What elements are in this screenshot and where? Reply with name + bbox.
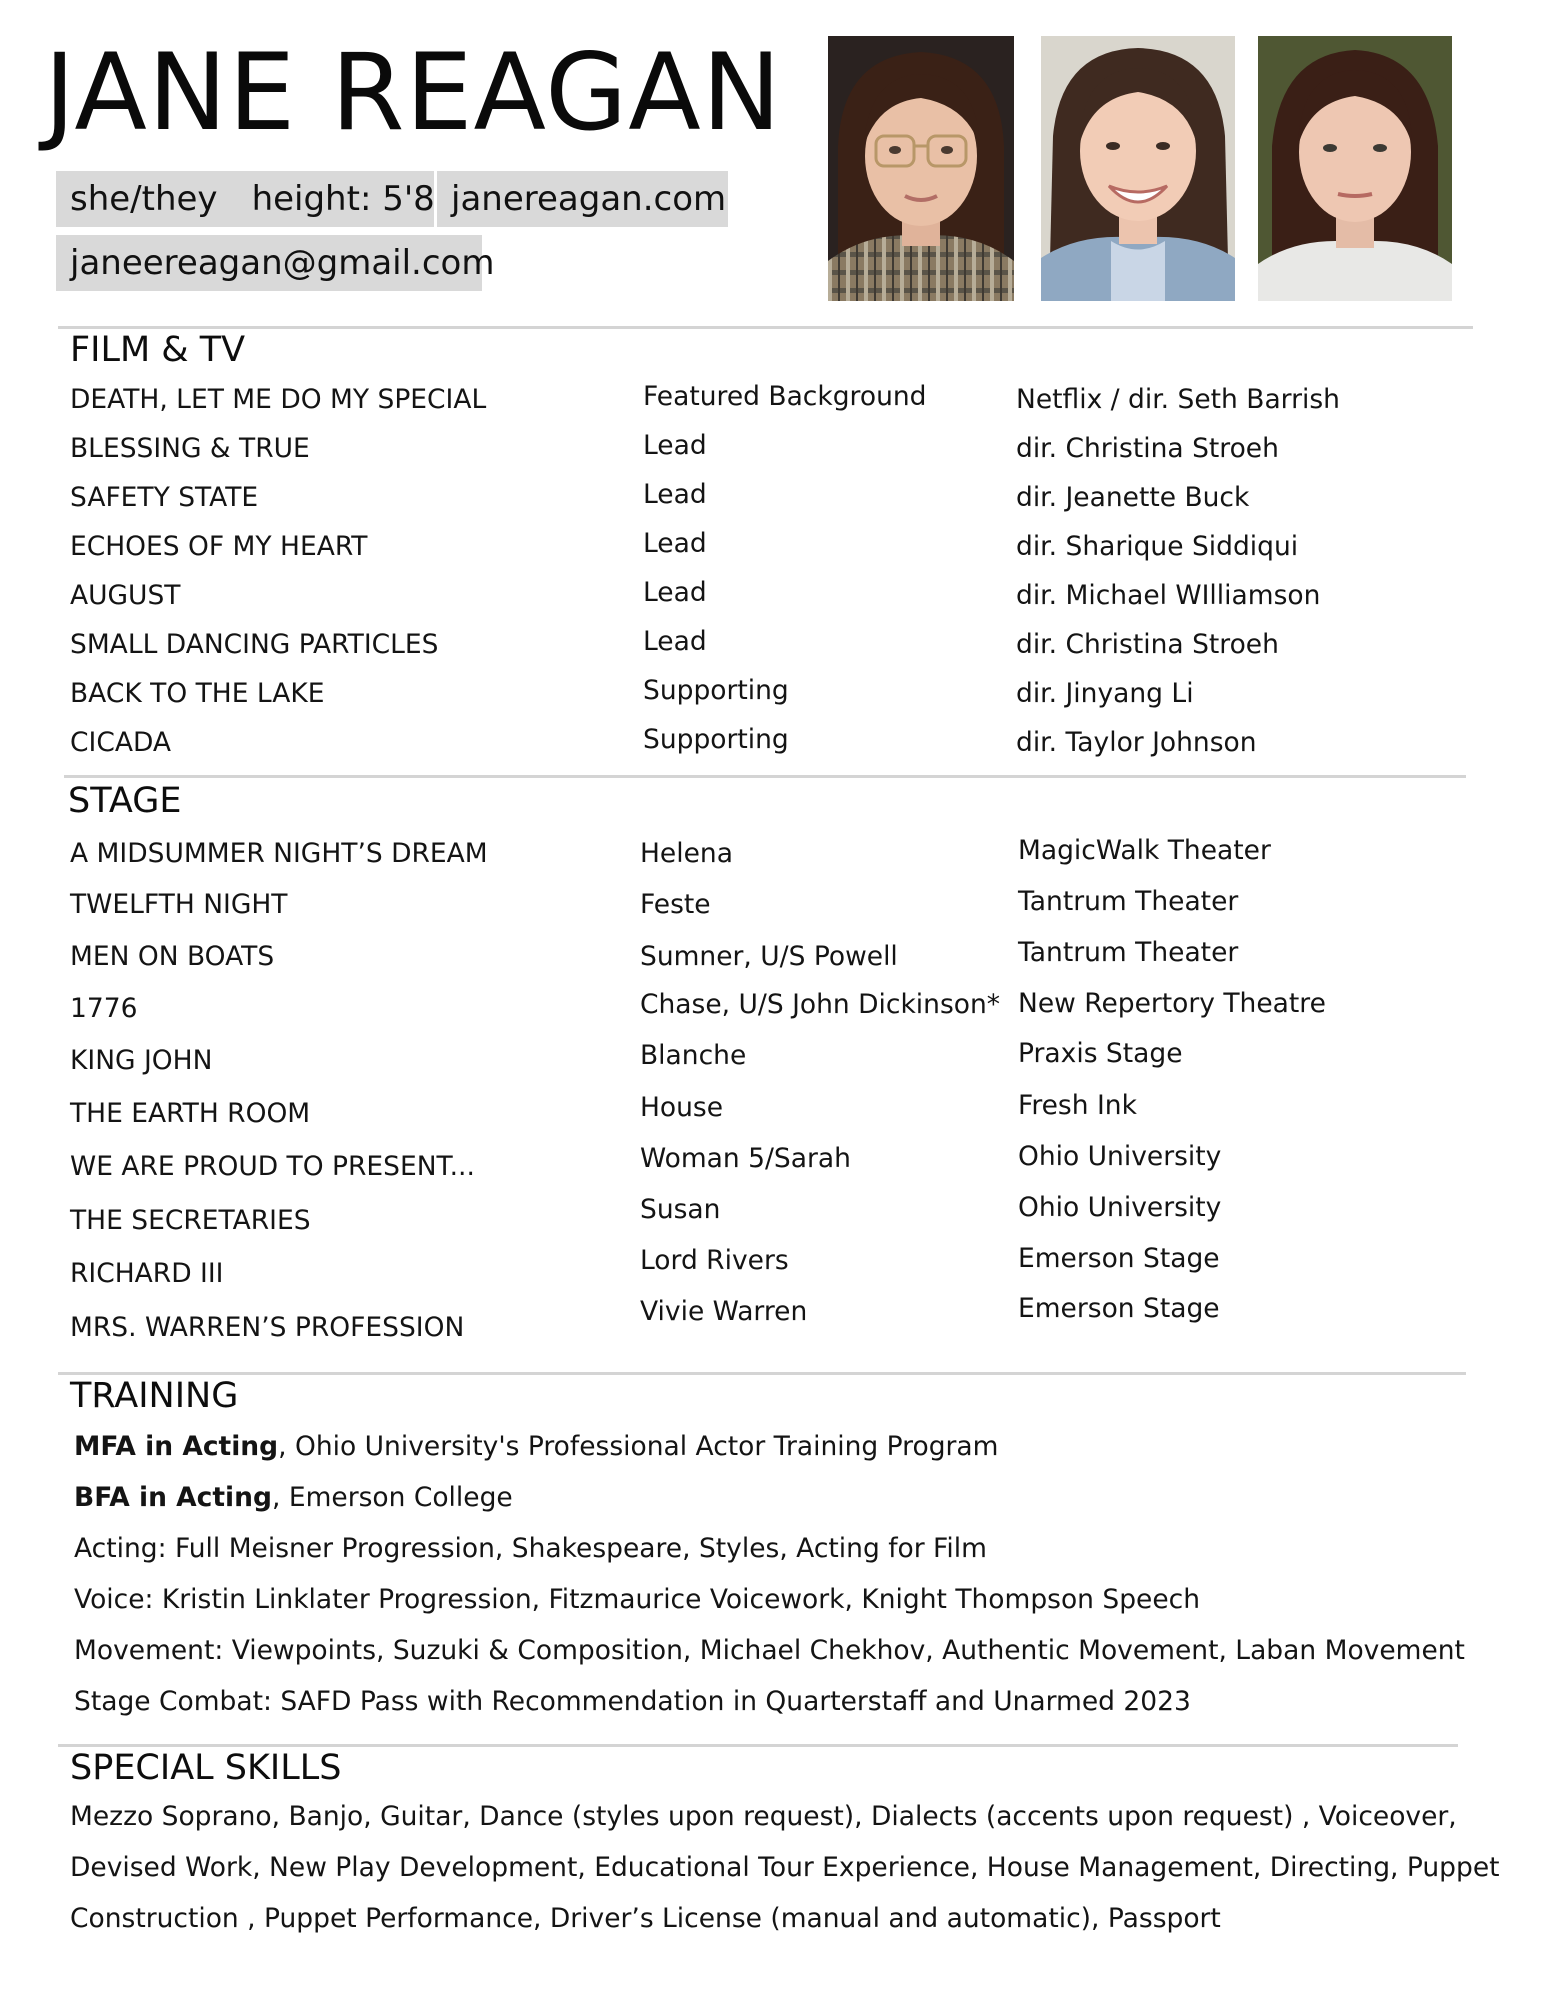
credit-title: THE EARTH ROOM <box>70 1098 311 1129</box>
credit-director: dir. Christina Stroeh <box>1016 629 1279 660</box>
credit-director: Netflix / dir. Seth Barrish <box>1016 384 1340 415</box>
credit-director: dir. Jinyang Li <box>1016 678 1194 709</box>
credit-title: 1776 <box>70 993 138 1024</box>
training-movement: Movement: Viewpoints, Suzuki & Composition, Michael Chekhov, Authentic Movement, Laban Movement <box>74 1635 1465 1666</box>
credit-director: dir. Jeanette Buck <box>1016 482 1250 513</box>
training-degree-mfa: MFA in Acting <box>74 1431 279 1462</box>
credit-row <box>0 527 1545 567</box>
pronouns-height-chip <box>56 171 434 227</box>
credit-venue: Ohio University <box>1018 1192 1222 1223</box>
credit-venue: Fresh Ink <box>1018 1090 1137 1121</box>
credit-row <box>0 1141 1545 1187</box>
credit-venue: MagicWalk Theater <box>1018 835 1271 866</box>
credit-venue: Emerson Stage <box>1018 1243 1220 1274</box>
credit-title: AUGUST <box>70 580 181 611</box>
credit-role: Vivie Warren <box>640 1296 808 1327</box>
training-degree-bfa: BFA in Acting <box>74 1482 272 1513</box>
credit-role: Blanche <box>640 1040 747 1071</box>
website-chip[interactable] <box>437 171 728 227</box>
training-school-mfa: , Ohio University's Professional Actor Training Program <box>278 1431 999 1462</box>
website-link[interactable]: janereagan.com <box>451 179 727 219</box>
credit-venue: Tantrum Theater <box>1018 886 1239 917</box>
credit-row <box>0 834 1545 874</box>
actor-name: JANE REAGAN <box>44 31 783 154</box>
credit-row <box>0 1192 1545 1241</box>
credit-title: SMALL DANCING PARTICLES <box>70 629 439 660</box>
credit-row <box>0 429 1545 469</box>
special-skills-line: Construction , Puppet Performance, Driver’s License (manual and automatic), Passport <box>70 1903 1221 1934</box>
credit-title: TWELFTH NIGHT <box>70 889 288 920</box>
credit-role: Helena <box>640 838 733 869</box>
height: height: 5'8 <box>251 179 435 219</box>
credit-director: dir. Christina Stroeh <box>1016 433 1279 464</box>
credit-title: WE ARE PROUD TO PRESENT... <box>70 1151 475 1182</box>
divider-film-stage <box>64 775 1466 778</box>
section-heading-stage: STAGE <box>68 781 182 821</box>
section-heading-special-skills: SPECIAL SKILLS <box>70 1748 342 1788</box>
credit-role: Lead <box>643 430 707 461</box>
credit-venue: New Repertory Theatre <box>1018 988 1326 1019</box>
credit-row <box>0 885 1545 925</box>
credit-title: MRS. WARREN’S PROFESSION <box>70 1312 465 1343</box>
email-chip[interactable] <box>56 235 495 291</box>
credit-role: Supporting <box>643 724 789 755</box>
credit-row <box>0 625 1545 665</box>
credit-title: RICHARD III <box>70 1258 224 1289</box>
credit-title: CICADA <box>70 727 172 758</box>
section-heading-training: TRAINING <box>70 1376 239 1416</box>
credit-row <box>0 937 1545 977</box>
credit-title: KING JOHN <box>70 1045 213 1076</box>
credit-director: dir. Michael WIlliamson <box>1016 580 1321 611</box>
credit-director: dir. Sharique Siddiqui <box>1016 531 1299 562</box>
credit-role: Lead <box>643 626 707 657</box>
training-stage-combat: Stage Combat: SAFD Pass with Recommendation in Quarterstaff and Unarmed 2023 <box>74 1686 1191 1717</box>
credit-title: BACK TO THE LAKE <box>70 678 325 709</box>
credit-director: dir. Taylor Johnson <box>1016 727 1257 758</box>
divider-stage-training <box>58 1372 1466 1375</box>
divider-training-skills <box>58 1744 1458 1747</box>
pronouns: she/they <box>70 179 218 219</box>
credit-venue: Tantrum Theater <box>1018 937 1239 968</box>
credit-row <box>0 478 1545 518</box>
training-bfa <box>74 1478 513 1518</box>
credit-title: ECHOES OF MY HEART <box>70 531 368 562</box>
credit-role: Woman 5/Sarah <box>640 1143 851 1174</box>
email-link[interactable]: janeereagan@gmail.com <box>70 243 495 283</box>
credit-venue: Emerson Stage <box>1018 1293 1220 1324</box>
section-heading-film-tv: FILM & TV <box>70 330 246 370</box>
credit-row <box>0 1293 1545 1348</box>
training-mfa <box>74 1427 998 1467</box>
credit-row <box>0 380 1545 420</box>
credit-role: Lead <box>643 528 707 559</box>
credit-role: Featured Background <box>643 381 927 412</box>
credit-row <box>0 1243 1545 1294</box>
credit-title: A MIDSUMMER NIGHT’S DREAM <box>70 838 488 869</box>
credit-venue: Praxis Stage <box>1018 1038 1183 1069</box>
credit-role: Susan <box>640 1194 721 1225</box>
credit-title: THE SECRETARIES <box>70 1205 311 1236</box>
credit-title: SAFETY STATE <box>70 482 259 513</box>
credit-row <box>0 1038 1545 1081</box>
credit-role: Lord Rivers <box>640 1245 789 1276</box>
credit-venue: Ohio University <box>1018 1141 1222 1172</box>
headshot-serious <box>1258 36 1452 301</box>
credit-row <box>0 1090 1545 1134</box>
credit-role: Feste <box>640 889 711 920</box>
credit-row <box>0 674 1545 714</box>
credit-role: Supporting <box>643 675 789 706</box>
training-school-bfa: , Emerson College <box>271 1482 513 1513</box>
credit-row <box>0 989 1545 1029</box>
credit-row <box>0 723 1545 763</box>
divider-header <box>58 326 1473 329</box>
credit-title: DEATH, LET ME DO MY SPECIAL <box>70 384 487 415</box>
headshot-glasses <box>828 36 1014 301</box>
special-skills-line: Devised Work, New Play Development, Educational Tour Experience, House Management, Directing, Puppet <box>70 1852 1500 1883</box>
credit-title: MEN ON BOATS <box>70 941 275 972</box>
credit-row <box>0 576 1545 616</box>
credit-role: House <box>640 1092 724 1123</box>
credit-role: Lead <box>643 479 707 510</box>
special-skills-line: Mezzo Soprano, Banjo, Guitar, Dance (styles upon request), Dialects (accents upon request) , Voiceover, <box>70 1801 1457 1832</box>
credit-role: Lead <box>643 577 707 608</box>
credit-title: BLESSING & TRUE <box>70 433 310 464</box>
training-acting: Acting: Full Meisner Progression, Shakespeare, Styles, Acting for Film <box>74 1533 987 1564</box>
credit-role: Sumner, U/S Powell <box>640 941 898 972</box>
training-voice: Voice: Kristin Linklater Progression, Fitzmaurice Voicework, Knight Thompson Speech <box>74 1584 1201 1615</box>
credit-role: Chase, U/S John Dickinson* <box>640 989 1001 1020</box>
headshot-smiling <box>1041 36 1235 301</box>
